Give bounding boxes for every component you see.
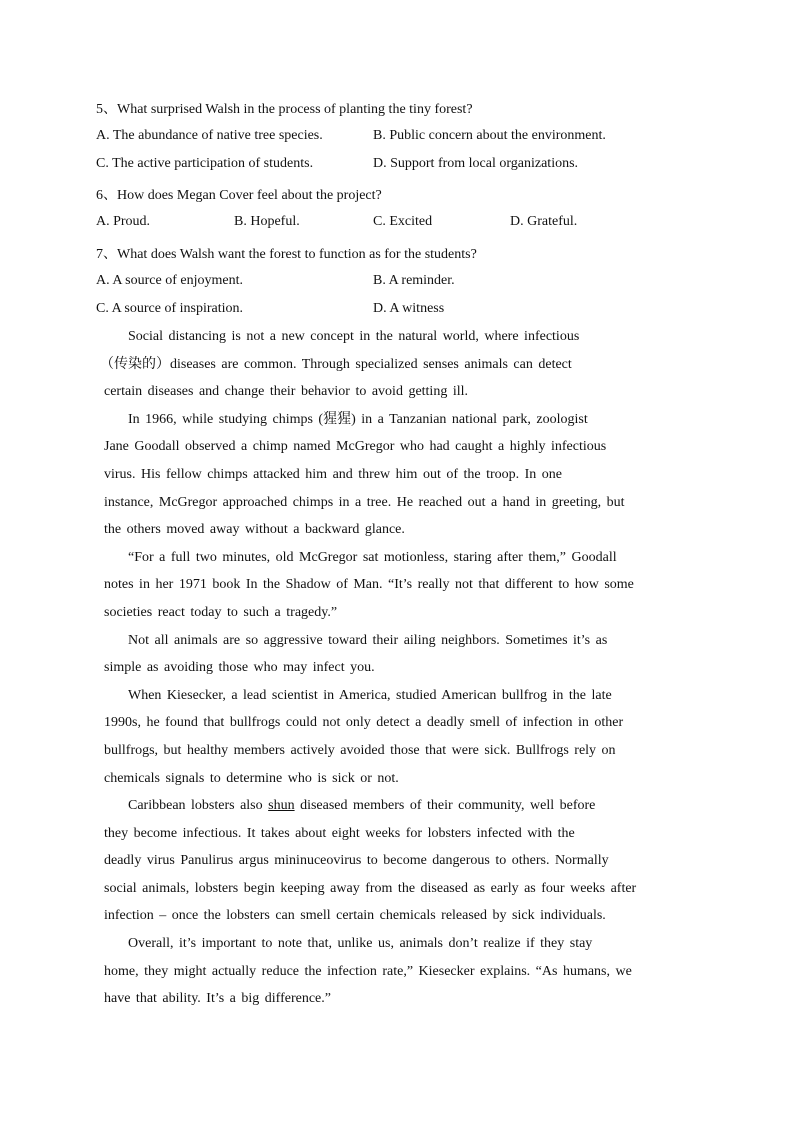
passage-line: Overall, it’s important to note that, unlike us, animals don’t realize if they stay xyxy=(128,936,593,952)
passage-line: “For a full two minutes, old McGregor sat motionless, staring after them,” Goodall xyxy=(128,549,617,565)
passage-line: （传染的）diseases are common. Through specialized senses animals can detect xyxy=(100,356,572,372)
question-5-option-a: A. The abundance of native tree species. xyxy=(96,128,323,143)
passage-line: instance, McGregor approached chimps in a tree. He reached out a hand in greeting, but xyxy=(104,494,625,510)
question-7-option-b: B. A reminder. xyxy=(373,273,455,288)
question-7-stem: 7、What does Walsh want the forest to function as for the students? xyxy=(96,247,477,262)
passage-line: the others moved away without a backward glance. xyxy=(104,522,405,538)
passage-line: notes in her 1971 book In the Shadow of Man. “It’s really not that different to how some xyxy=(104,577,634,593)
passage-paragraph-5 xyxy=(104,682,694,792)
passage-line: chemicals signals to determine who is sick or not. xyxy=(104,770,399,786)
question-5-stem: 5、What surprised Walsh in the process of planting the tiny forest? xyxy=(96,102,473,117)
passage xyxy=(100,323,694,1013)
passage-line: 1990s, he found that bullfrogs could not only detect a deadly smell of infection in other xyxy=(104,715,624,731)
question-6-stem: 6、How does Megan Cover feel about the project? xyxy=(96,188,382,203)
passage-text: diseased members of their community, well before xyxy=(294,798,596,814)
passage-paragraph-1 xyxy=(100,323,694,406)
question-7-option-a: A. A source of enjoyment. xyxy=(96,273,243,288)
passage-line: home, they might actually reduce the infection rate,” Kiesecker explains. “As humans, we xyxy=(104,963,632,979)
passage-paragraph-3 xyxy=(104,544,694,627)
passage-line: When Kiesecker, a lead scientist in America, studied American bullfrog in the late xyxy=(128,687,612,703)
question-6-option-b: B. Hopeful. xyxy=(234,214,300,229)
underlined-word: shun xyxy=(268,798,295,814)
question-7-option-c: C. A source of inspiration. xyxy=(96,301,243,316)
question-5-option-d: D. Support from local organizations. xyxy=(373,156,579,171)
passage-line: deadly virus Panulirus argus mininuceovirus to become dangerous to others. Normally xyxy=(104,853,609,869)
question-6-option-d: D. Grateful. xyxy=(510,214,578,229)
passage-line: In 1966, while studying chimps (猩猩) in a Tanzanian national park, zoologist xyxy=(128,411,588,427)
question-6-option-a: A. Proud. xyxy=(96,214,151,229)
passage-line: Not all animals are so aggressive toward their ailing neighbors. Sometimes it’s as xyxy=(128,632,608,648)
question-7-option-d: D. A witness xyxy=(373,301,445,316)
passage-line: have that ability. It’s a big difference.” xyxy=(104,991,331,1007)
question-5-option-b: B. Public concern about the environment. xyxy=(373,128,606,143)
passage-line: Social distancing is not a new concept in the natural world, where infectious xyxy=(128,329,580,344)
passage-line xyxy=(104,792,694,820)
passage-line: Jane Goodall observed a chimp named McGregor who had caught a highly infectious xyxy=(104,439,607,455)
passage-paragraph-4 xyxy=(104,627,694,682)
passage-line: societies react today to such a tragedy.” xyxy=(104,604,338,620)
passage-line: virus. His fellow chimps attacked him and threw him out of the troop. In one xyxy=(104,466,563,482)
passage-line: certain diseases and change their behavior to avoid getting ill. xyxy=(104,384,468,400)
passage-paragraph-7 xyxy=(104,930,694,1013)
passage-line: infection – once the lobsters can smell certain chemicals released by sick individuals. xyxy=(104,908,606,924)
passage-paragraph-6 xyxy=(104,792,694,930)
passage-line: social animals, lobsters begin keeping away from the diseased as early as four weeks after xyxy=(104,880,637,896)
passage-line: they become infectious. It takes about eight weeks for lobsters infected with the xyxy=(104,825,575,841)
passage-line: bullfrogs, but healthy members actively avoided those that were sick. Bullfrogs rely on xyxy=(104,742,616,758)
question-6-option-c: C. Excited xyxy=(373,214,433,229)
question-5-option-c: C. The active participation of students. xyxy=(96,156,314,171)
passage-paragraph-2 xyxy=(104,406,694,544)
passage-line: simple as avoiding those who may infect you. xyxy=(104,660,375,676)
passage-text: Caribbean lobsters also xyxy=(128,798,269,814)
